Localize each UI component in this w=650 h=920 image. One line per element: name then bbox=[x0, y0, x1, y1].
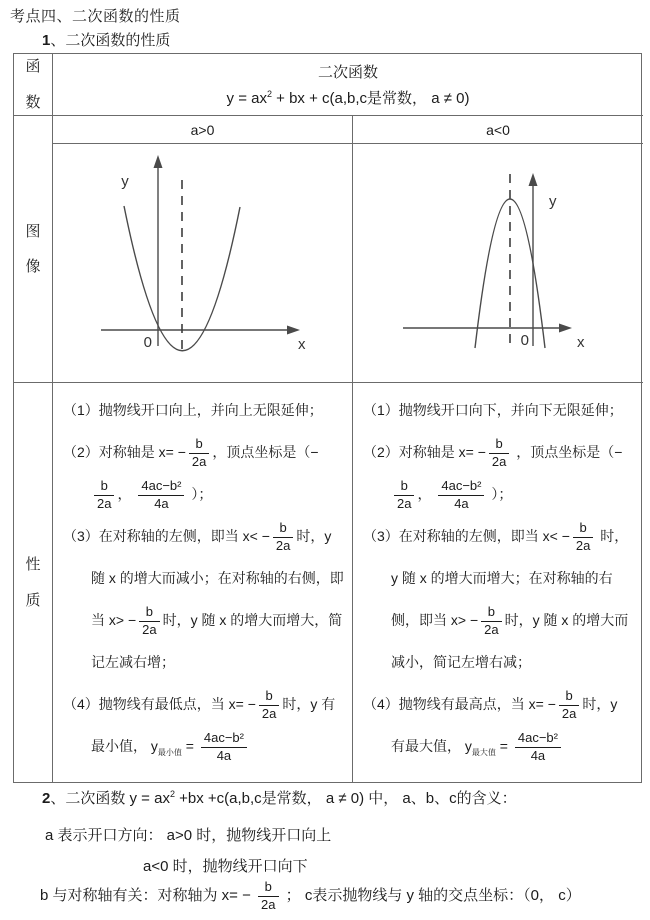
function-name: 二次函数 bbox=[317, 64, 378, 81]
graph-parabola-up bbox=[53, 144, 353, 383]
row-label-function: 函数 bbox=[14, 54, 53, 116]
fraction bbox=[438, 479, 484, 512]
case-header-a-negative: a<0 bbox=[353, 116, 643, 144]
fraction bbox=[481, 605, 501, 638]
section2-heading: 2、二次函数 $y = ax^2 +bx +c(a,b,c$是常数， a ≠ 0) 中， a、b、c的含义： bbox=[42, 789, 517, 807]
fraction-numerator: 4ac−b² bbox=[438, 479, 484, 496]
row-label-graph: 图像 bbox=[14, 116, 53, 383]
page-title: 考点四、二次函数的性质 bbox=[10, 8, 181, 25]
fraction bbox=[515, 731, 561, 764]
properties-a-positive bbox=[53, 383, 353, 782]
fraction bbox=[559, 689, 579, 722]
row-label-properties: 性质 bbox=[14, 383, 53, 782]
fraction-numerator: 4ac−b² bbox=[138, 479, 184, 496]
superscript: 2 bbox=[266, 89, 272, 99]
fraction-denominator: 2a bbox=[142, 621, 157, 637]
fraction-denominator: 2a bbox=[261, 705, 277, 721]
fraction-numerator: b bbox=[259, 689, 279, 706]
quadratic-properties-table bbox=[13, 53, 642, 783]
fraction-denominator: 2a bbox=[261, 896, 276, 912]
fraction bbox=[94, 479, 114, 512]
fraction-numerator: b bbox=[94, 479, 114, 496]
case-header-a-positive: a>0 bbox=[53, 116, 353, 144]
property-item: （3）在对称轴的左侧，即当 x< − $\frac{b}{2a}$ 时，y 随 x 的增大而增大；在对称轴的右侧，即当 x> − $\frac{b}{2a}$ 时，y 随 x 的增大而减小，简记左增右减； bbox=[363, 519, 629, 670]
property-item: （2）对称轴是 x= − $\frac{b}{2a}$ ，顶点坐标是（− $\frac{b}{2a}$ ， $\frac{\text{4ac−b²}}{4a}$ ）； bbox=[363, 435, 623, 511]
y-axis-label: y bbox=[121, 173, 129, 190]
property-item: （1）抛物线开口向下，并向下无限延伸； bbox=[363, 402, 623, 418]
parabola-down-figure bbox=[353, 144, 642, 382]
fraction-numerator: b bbox=[559, 689, 579, 706]
section2-meaning-a-2: a<0 时，抛物线开口向下 bbox=[143, 858, 308, 875]
y-axis-label: y bbox=[549, 193, 557, 210]
subscript: 最大值 bbox=[471, 747, 496, 757]
y-axis-arrow bbox=[529, 173, 538, 186]
fraction-numerator: b bbox=[139, 605, 159, 622]
origin-label: 0 bbox=[520, 332, 529, 349]
fraction-numerator: b bbox=[273, 521, 293, 538]
x-axis-label: x bbox=[577, 334, 585, 351]
fraction-numerator: b bbox=[489, 437, 509, 454]
fraction-denominator: 2a bbox=[575, 537, 591, 553]
fraction bbox=[201, 731, 247, 764]
properties-a-negative bbox=[353, 383, 643, 782]
property-item: （4）抛物线有最低点，当 x= − $\frac{b}{2a}$ 时，y 有最小值， $y_{最小值}$ = $\frac{\text{4ac−b²}}{4a}$ bbox=[63, 687, 336, 763]
fraction bbox=[573, 521, 593, 554]
origin-label: 0 bbox=[143, 334, 152, 351]
fraction-denominator: 2a bbox=[191, 453, 207, 469]
fraction-numerator: b bbox=[189, 437, 209, 454]
fraction-denominator: 4a bbox=[216, 747, 232, 763]
fraction-numerator: b bbox=[481, 605, 501, 622]
function-formula: $y = ax^2$ + bx + c(a,b,c是常数， a ≠ 0) bbox=[226, 89, 470, 107]
fraction bbox=[394, 479, 414, 512]
fraction-denominator: 2a bbox=[491, 453, 507, 469]
fraction bbox=[258, 880, 278, 913]
fraction bbox=[139, 605, 159, 638]
section2-meaning-b-c: b 与对称轴有关：对称轴为 x= − $\frac{b}{2a}$ ； c表示抛物线与 y 轴的交点坐标：（0， c） bbox=[40, 878, 581, 912]
property-item: （1）抛物线开口向上，并向上无限延伸； bbox=[63, 402, 323, 418]
fraction bbox=[273, 521, 293, 554]
section2-meaning-a-1: a 表示开口方向： a>0 时，抛物线开口向上 bbox=[45, 827, 332, 844]
section1-heading: 1、二次函数的性质 bbox=[42, 32, 171, 49]
x-axis-arrow bbox=[559, 324, 572, 333]
superscript: 2 bbox=[169, 789, 175, 799]
property-item: （2）对称轴是 x= − $\frac{b}{2a}$ ，顶点坐标是（− $\frac{b}{2a}$ ， $\frac{\text{4ac−b²}}{4a}$ ）； bbox=[63, 435, 319, 511]
x-axis-label: x bbox=[298, 336, 306, 353]
property-item: （4）抛物线有最高点，当 x= − $\frac{b}{2a}$ 时，y 有最大值， $y_{最大值}$ = $\frac{\text{4ac−b²}}{4a}$ bbox=[363, 687, 618, 763]
fraction bbox=[138, 479, 184, 512]
fraction-numerator: 4ac−b² bbox=[201, 731, 247, 748]
fraction-numerator: b bbox=[258, 880, 278, 897]
fraction-numerator: b bbox=[573, 521, 593, 538]
fraction bbox=[489, 437, 509, 470]
fraction-denominator: 4a bbox=[154, 495, 169, 511]
fraction-numerator: 4ac−b² bbox=[515, 731, 561, 748]
property-item: （3）在对称轴的左侧，即当 x< − $\frac{b}{2a}$ 时，y 随 x 的增大而减小；在对称轴的右侧，即当 x> − $\frac{b}{2a}$ 时，y 随 x 的增大而增大，简记左减右增； bbox=[63, 519, 344, 670]
fraction-denominator: 4a bbox=[530, 747, 546, 763]
subscript: 最小值 bbox=[157, 747, 182, 757]
fraction bbox=[259, 689, 279, 722]
x-axis-arrow bbox=[287, 326, 300, 335]
fraction-numerator: b bbox=[394, 479, 414, 496]
bold-text: 1 bbox=[42, 32, 51, 49]
fraction-denominator: 2a bbox=[275, 537, 291, 553]
graph-parabola-down bbox=[353, 144, 643, 383]
fraction-denominator: 2a bbox=[484, 621, 499, 637]
fraction-denominator: 2a bbox=[97, 495, 112, 511]
parabola-up-figure bbox=[53, 144, 353, 382]
fraction-denominator: 2a bbox=[397, 495, 412, 511]
y-axis-arrow bbox=[154, 155, 163, 168]
function-definition-cell bbox=[53, 54, 643, 116]
bold-text: 2 bbox=[42, 790, 51, 807]
fraction-denominator: 4a bbox=[454, 495, 469, 511]
fraction bbox=[189, 437, 209, 470]
fraction-denominator: 2a bbox=[561, 705, 577, 721]
